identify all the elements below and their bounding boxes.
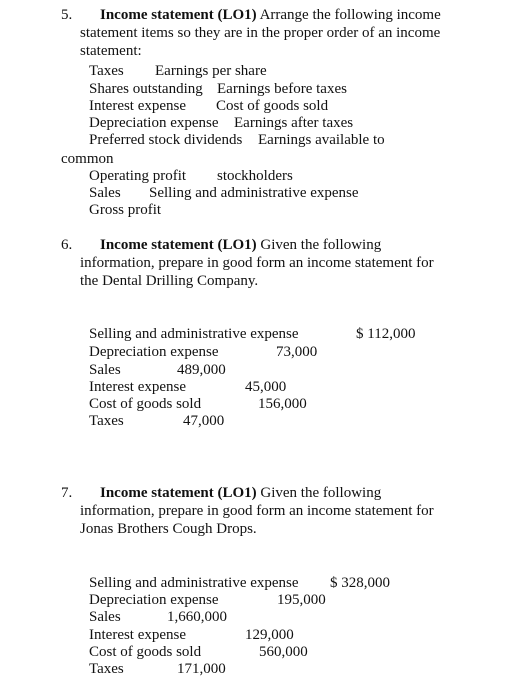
problem-6-heading-line [100, 236, 381, 254]
problem-6-number: 6. [61, 237, 73, 253]
item-earnings-available-line-1: Earnings available to [258, 132, 385, 148]
item-earnings-after-taxes: Earnings after taxes [234, 115, 354, 131]
p6-sga-label: Selling and administrative expense [89, 326, 299, 342]
item-depreciation-expense: Depreciation expense [89, 115, 219, 131]
item-selling-admin-expense: Selling and administrative expense [149, 185, 359, 201]
problem-6-prompt-line-1: Given the following [256, 237, 382, 253]
p6-cogs-value: 156,000 [258, 396, 307, 412]
problem-6-prompt-line-3: the Dental Drilling Company. [80, 273, 259, 289]
p7-sales-label: Sales [89, 609, 121, 625]
item-taxes: Taxes [89, 63, 124, 79]
item-cost-of-goods-sold: Cost of goods sold [216, 98, 329, 114]
problem-7-title: Income statement (LO1) [100, 485, 257, 501]
p7-depreciation-value: 195,000 [277, 592, 326, 608]
p6-depreciation-value: 73,000 [276, 344, 318, 360]
item-interest-expense: Interest expense [89, 98, 187, 114]
item-earnings-per-share: Earnings per share [155, 63, 267, 79]
item-shares-outstanding: Shares outstanding [89, 81, 203, 97]
p7-interest-value: 129,000 [245, 627, 294, 643]
p6-depreciation-label: Depreciation expense [89, 344, 219, 360]
item-sales: Sales [89, 185, 121, 201]
p6-taxes-value: 47,000 [183, 413, 225, 429]
p6-sga-value: $ 112,000 [356, 326, 416, 342]
p7-depreciation-label: Depreciation expense [89, 592, 219, 608]
p6-interest-value: 45,000 [245, 379, 287, 395]
problem-7-number: 7. [61, 485, 73, 501]
item-operating-profit: Operating profit [89, 168, 187, 184]
p6-taxes-label: Taxes [89, 413, 124, 429]
p7-cogs-label: Cost of goods sold [89, 644, 202, 660]
item-gross-profit: Gross profit [89, 202, 162, 218]
problem-7-prompt-line-1: Given the following [256, 485, 382, 501]
problem-5-prompt-line-3: statement: [80, 43, 142, 59]
problem-7-prompt-line-3: Jonas Brothers Cough Drops. [80, 521, 257, 537]
problem-7-prompt-line-2: information, prepare in good form an income statement for [80, 503, 434, 519]
item-preferred-stock-dividends: Preferred stock dividends [89, 132, 243, 148]
p7-interest-label: Interest expense [89, 627, 187, 643]
p7-cogs-value: 560,000 [259, 644, 308, 660]
problem-5-prompt-line-2: statement items so they are in the proper order of an income [80, 25, 441, 41]
problem-5-prompt-line-1: Arrange the following income [256, 7, 441, 23]
problem-6-prompt-line-2: information, prepare in good form an income statement for [80, 255, 434, 271]
p7-taxes-value: 171,000 [177, 661, 226, 677]
p7-sga-value: $ 328,000 [330, 575, 390, 591]
p7-taxes-label: Taxes [89, 661, 124, 677]
item-earnings-available-line-3: stockholders [217, 168, 293, 184]
problem-6-title: Income statement (LO1) [100, 237, 257, 253]
p6-cogs-label: Cost of goods sold [89, 396, 202, 412]
problem-5-number: 5. [61, 7, 73, 23]
problem-5-heading-line [100, 6, 441, 24]
problem-7-heading-line [100, 484, 381, 502]
item-earnings-before-taxes: Earnings before taxes [217, 81, 347, 97]
p6-interest-label: Interest expense [89, 379, 187, 395]
p7-sga-label: Selling and administrative expense [89, 575, 299, 591]
problem-5-title: Income statement (LO1) [100, 7, 257, 23]
p6-sales-value: 489,000 [177, 362, 226, 378]
p7-sales-value: 1,660,000 [167, 609, 227, 625]
p6-sales-label: Sales [89, 362, 121, 378]
item-earnings-available-line-2: common [61, 151, 114, 167]
